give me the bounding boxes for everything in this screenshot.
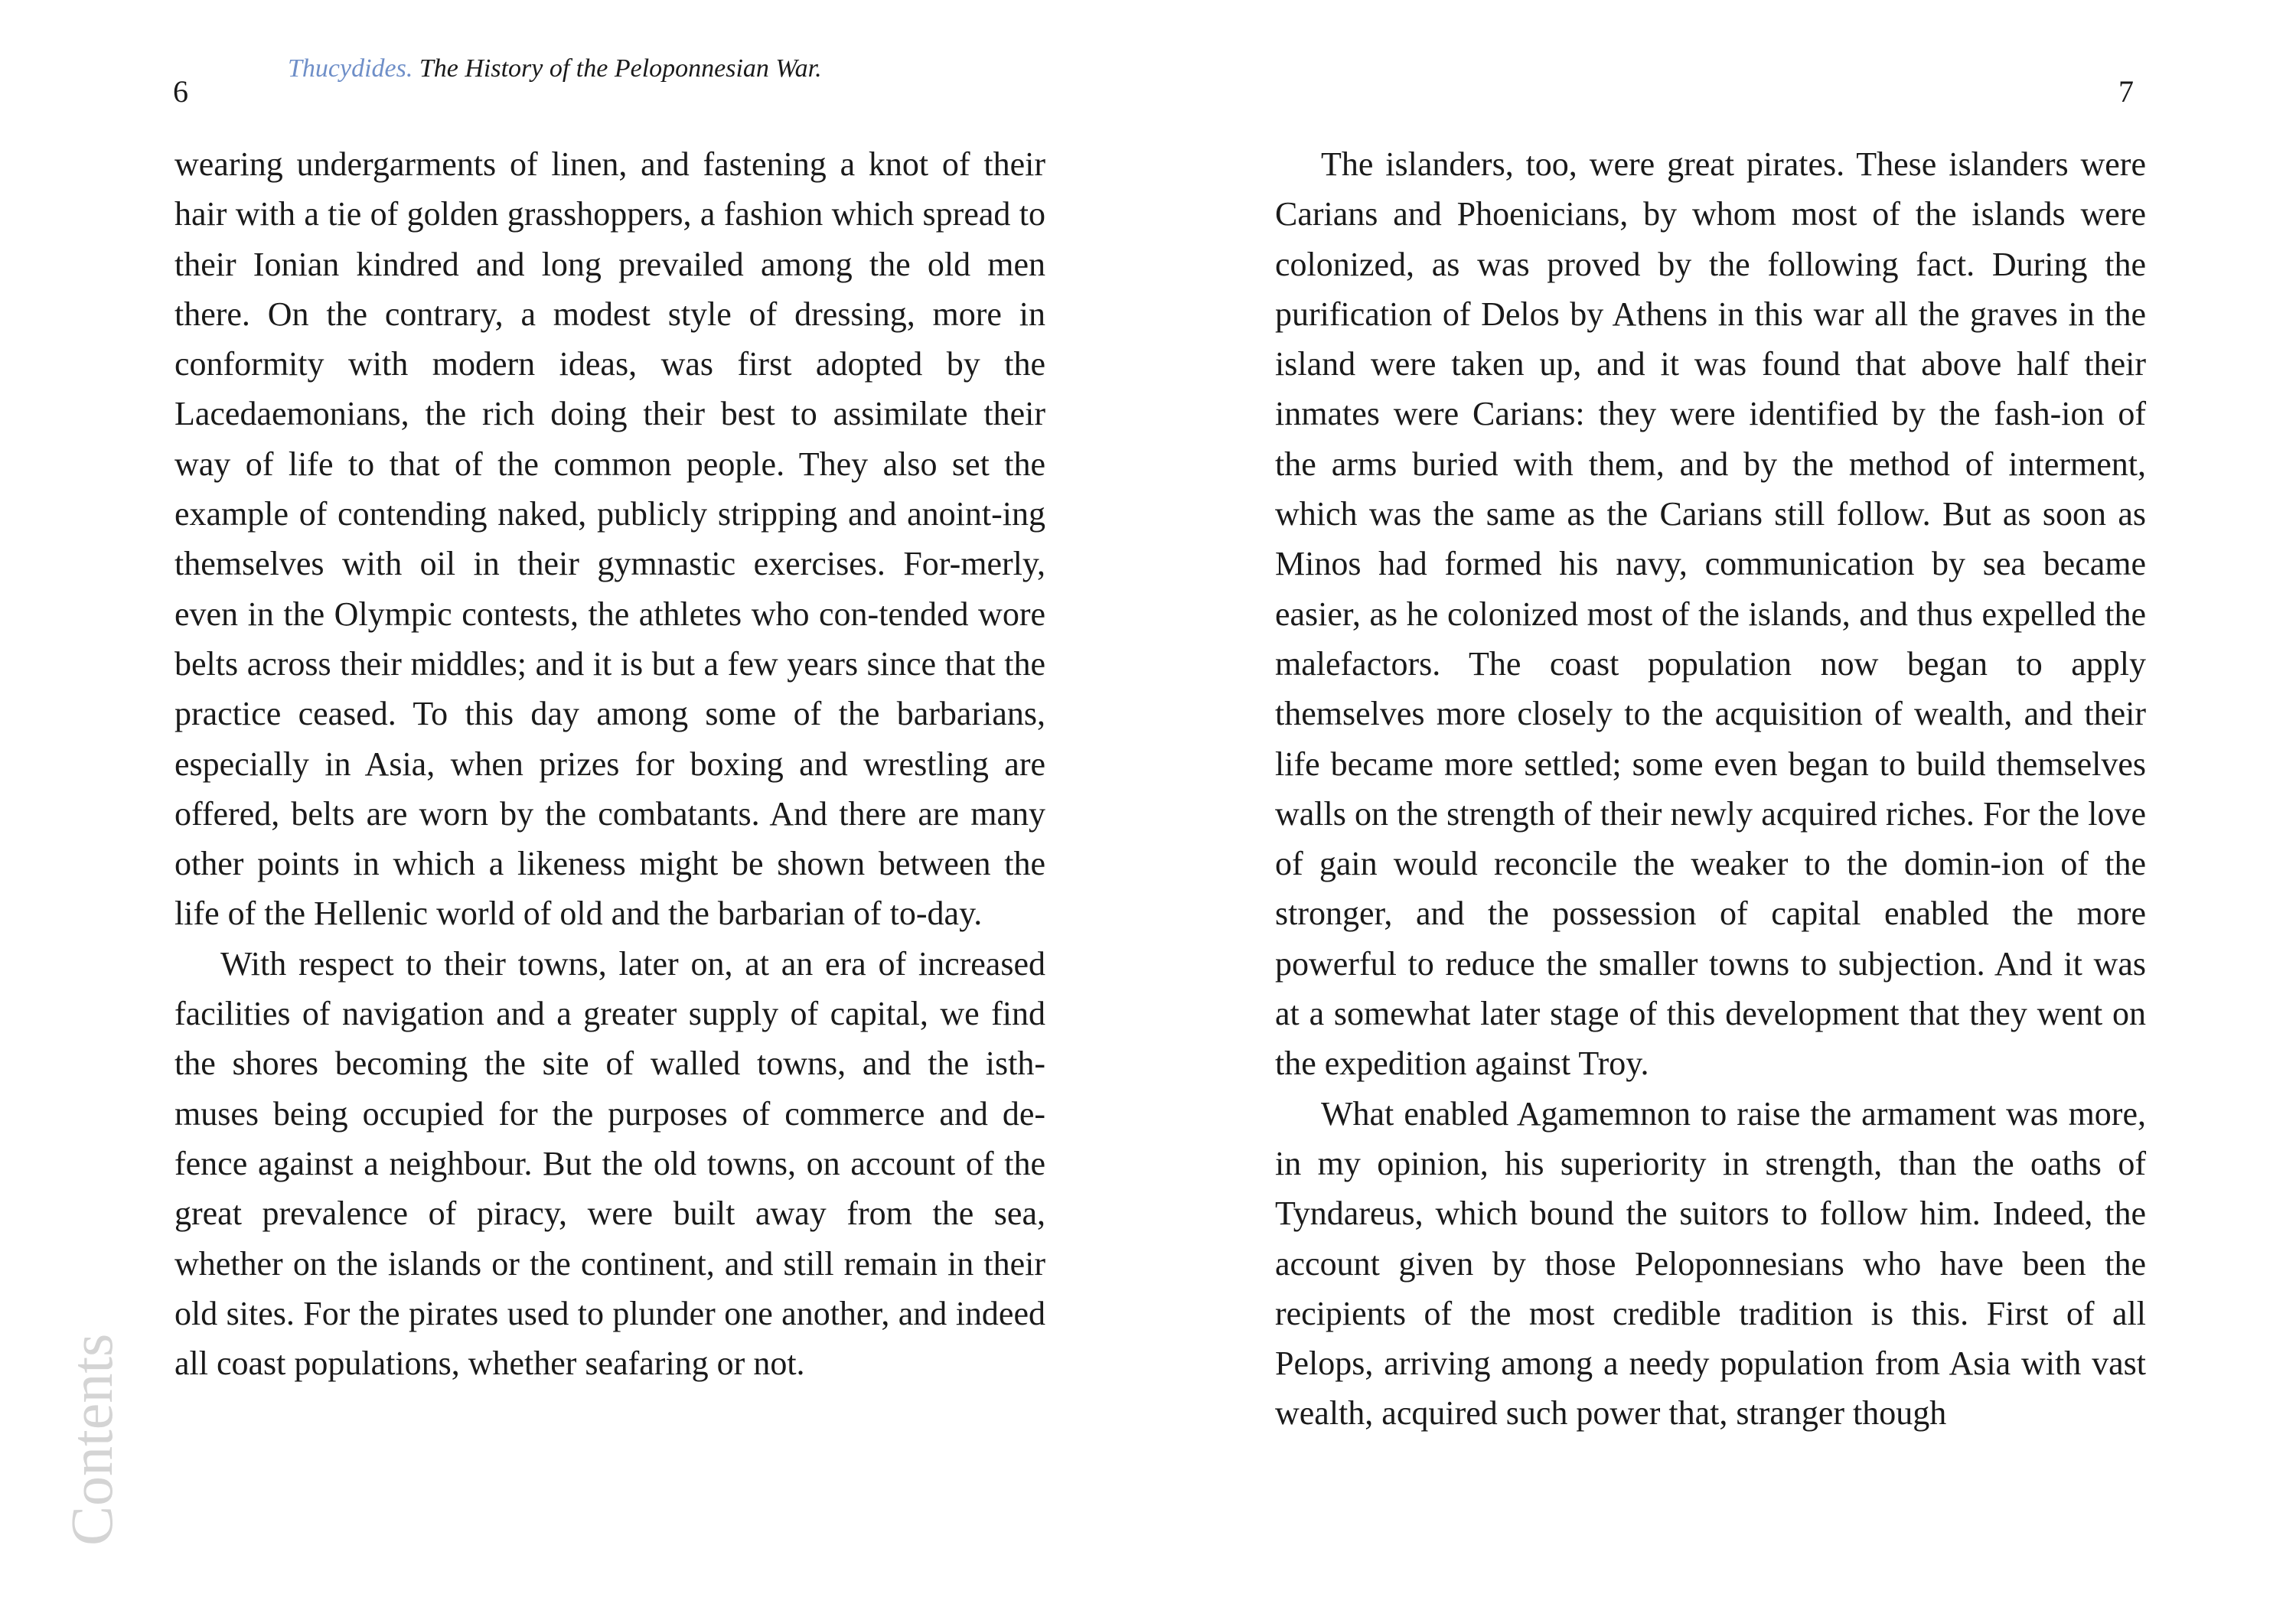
contents-tab-label[interactable]: Contents (58, 1333, 125, 1546)
running-head (288, 54, 822, 84)
paragraph: wearing undergarments of linen, and fastening a knot of their hair with a tie of golden grasshoppers, a fashion which spread to their Ionian kindred and long prevailed among the old men there. On the contrary, a modest style of dressing, more in conformity with modern ideas, was first adopted by the Lacedaemonians, the rich doing their best to assimilate their way of life to that of the common people. They also set the example of contending naked, publicly stripping and anoint-ing themselves with oil in their gymnastic exercises. For-merly, even in the Olympic contests, the athletes who con-tended wore belts across their middles; and it is but a few years since that the practice ceased. To this day among some of the barbarians, especially in Asia, when prizes for boxing and wrestling are offered, belts are worn by the combatants. And there are many other points in which a likeness might be shown between the life of the Hellenic world of old and the barbarian of to-day. (174, 145, 1045, 933)
right-page-text (1275, 139, 2146, 1439)
paragraph: What enabled Agamemnon to raise the armament was more, in my opinion, his superiority in strength, than the oaths of Tyndareus, which bound the suitors to follow him. Indeed, the account given by those Peloponnesians who have been the recipients of the most credible tradition is this. First of all Pelops, arriving among a needy population from Asia with vast wealth, acquired such power that, stranger though (1275, 1094, 2146, 1433)
right-page-number: 7 (2118, 74, 2134, 109)
left-page-number: 6 (173, 74, 188, 109)
paragraph: The islanders, too, were great pirates. These islanders were Carians and Phoenicians, by whom most of the islands were colonized, as was proved by the following fact. During the purification of Delos by Athens in this war all the graves in the island were taken up, and it was found that above half their inmates were Carians: they were identified by the fash-ion of the arms buried with them, and by the method of interment, which was the same as the Carians still follow. But as soon as Minos had formed his navy, communication by sea became easier, as he colonized most of the islands, and thus expelled the malefactors. The coast population now began to apply themselves more closely to the acquisition of wealth, and their life became more settled; some even began to build themselves walls on the strength of their newly acquired riches. For the love of gain would reconcile the weaker to the domin-ion of the stronger, and the possession of capital enabled the more powerful to reduce the smaller towns to subjection. And it was at a somewhat later stage of this development that they went on the expedition against Troy. (1275, 145, 2146, 1083)
right-page (1148, 0, 2296, 1607)
contents-tab[interactable] (58, 1293, 126, 1546)
left-page-text (174, 139, 1045, 1388)
running-head-title: The History of the Peloponnesian War. (419, 54, 822, 83)
paragraph: With respect to their towns, later on, at an era of increased facilities of navigation and a greater supply of capital, we find the shores becoming the site of walled towns, and the isth-muses being occupied for the purposes of commerce and de-fence against a neighbour. But the old towns, on account of the great prevalence of piracy, were built away from the sea, whether on the islands or the continent, and still remain in their old sites. For the pirates used to plunder one another, and indeed all coast populations, whether seafaring or not. (174, 944, 1045, 1383)
running-head-author: Thucydides. (288, 54, 413, 83)
